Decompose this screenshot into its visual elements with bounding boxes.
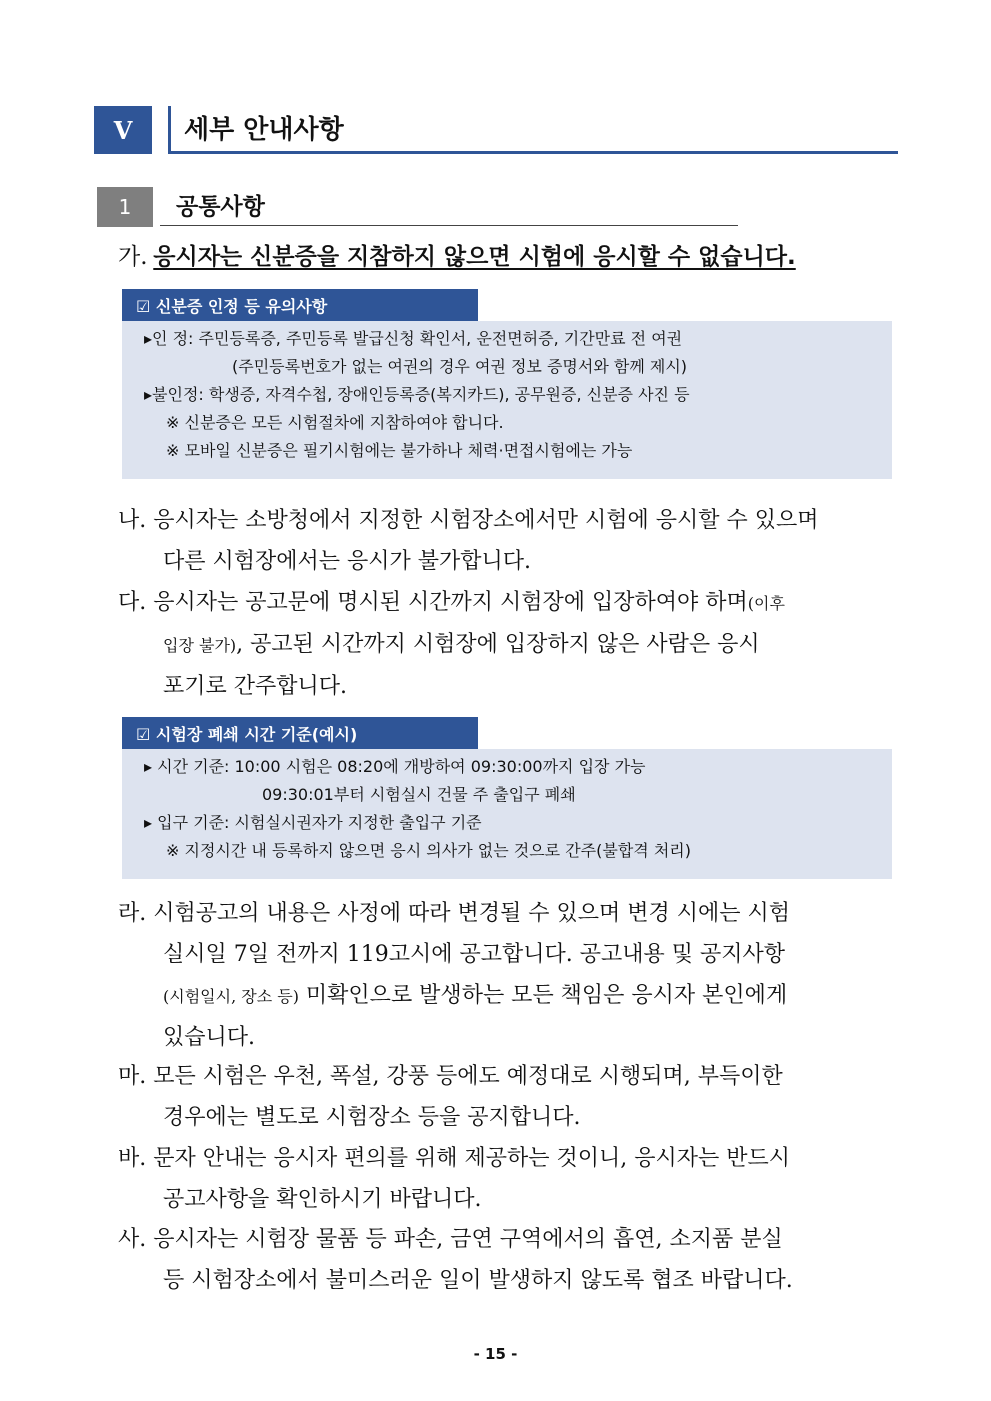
item-ba	[118, 1138, 898, 1220]
item-text-small: (이후	[747, 594, 785, 613]
item-da	[118, 582, 898, 707]
chapter-divider	[168, 106, 171, 154]
item-text-cont: 실시일 7일 전까지 119고시에 공고합니다. 공고내용 및 공지사항	[163, 942, 785, 967]
item-text-cont: 등 시험장소에서 불미스러운 일이 발생하지 않도록 협조 바랍니다.	[163, 1268, 793, 1293]
chapter-title: 세부 안내사항	[184, 115, 344, 145]
item-text: 응시자는 공고문에 명시된 시간까지 시험장에 입장하여야 하며	[153, 590, 748, 615]
item-text: 미확인으로 발생하는 모든 책임은 응시자 본인에게	[298, 983, 788, 1008]
item-label: 다.	[118, 590, 147, 615]
box-line: ▸인 정: 주민등록증, 주민등록 발급신청 확인서, 운전면허증, 기간만료 전 여권	[144, 329, 683, 348]
section-underline	[160, 225, 738, 226]
item-label: 라.	[118, 901, 147, 926]
item-text-small: 입장 불가)	[163, 636, 237, 655]
box-line: ▸불인정: 학생증, 자격수첩, 장애인등록증(복지카드), 공무원증, 신분증 사진 등	[144, 385, 690, 404]
item-text: 응시자는 신분증을 지참하지 않으면 시험에 응시할 수 없습니다.	[153, 244, 796, 270]
item-text: 모든 시험은 우천, 폭설, 강풍 등에도 예정대로 시행되며, 부득이한	[153, 1064, 783, 1089]
item-text-cont: 공고사항을 확인하시기 바랍니다.	[163, 1187, 482, 1212]
item-label: 사.	[118, 1227, 147, 1252]
item-label: 마.	[118, 1064, 147, 1089]
item-sa	[118, 1219, 898, 1301]
page-number: - 15 -	[473, 1345, 518, 1363]
box-line: ※ 지정시간 내 등록하지 않으면 응시 의사가 없는 것으로 간주(불합격 처리)	[166, 841, 691, 860]
chapter-underline	[168, 151, 898, 154]
item-text-cont: 포기로 간주합니다.	[163, 674, 348, 699]
box-line: ▸ 입구 기준: 시험실시권자가 지정한 출입구 기준	[144, 813, 482, 832]
item-text-cont: 다른 시험장에서는 응시가 불가합니다.	[163, 549, 532, 574]
box-line: ※ 모바일 신분증은 필기시험에는 불가하나 체력·면접시험에는 가능	[166, 441, 633, 460]
item-ga	[118, 238, 898, 276]
item-text: 시험공고의 내용은 사정에 따라 변경될 수 있으며 변경 시에는 시험	[153, 901, 790, 926]
item-text: 문자 안내는 응시자 편의를 위해 제공하는 것이니, 응시자는 반드시	[153, 1146, 790, 1171]
item-text-cont: 있습니다.	[163, 1025, 256, 1050]
item-na	[118, 500, 898, 582]
closing-time-box-title: ☑ 시험장 폐쇄 시간 기준(예시)	[122, 717, 478, 749]
box-line: ▸ 시간 기준: 10:00 시험은 08:20에 개방하여 09:30:00까지 입장 가능	[144, 757, 646, 776]
item-text: 응시자는 소방청에서 지정한 시험장소에서만 시험에 응시할 수 있으며	[153, 508, 819, 533]
item-ra	[118, 893, 898, 1058]
item-label: 나.	[118, 508, 147, 533]
item-label: 가.	[118, 244, 148, 270]
section-title: 공통사항	[176, 194, 265, 220]
section-number-badge: 1	[97, 187, 153, 227]
item-text: , 공고된 시간까지 시험장에 입장하지 않은 사람은 응시	[236, 632, 760, 657]
id-notice-box-title: ☑ 신분증 인정 등 유의사항	[122, 289, 478, 321]
id-notice-box-body	[122, 321, 892, 479]
item-text: 응시자는 시험장 물품 등 파손, 금연 구역에서의 흡연, 소지품 분실	[153, 1227, 783, 1252]
box-line: 09:30:01부터 시험실시 건물 주 출입구 폐쇄	[262, 785, 576, 804]
box-line: (주민등록번호가 없는 여권의 경우 여권 정보 증명서와 함께 제시)	[232, 357, 688, 376]
box-line: ※ 신분증은 모든 시험절차에 지참하여야 합니다.	[166, 413, 504, 432]
item-text-cont: 경우에는 별도로 시험장소 등을 공지합니다.	[163, 1105, 581, 1130]
item-label: 바.	[118, 1146, 147, 1171]
chapter-number-badge: V	[94, 106, 152, 154]
item-text-small: (시험일시, 장소 등)	[163, 987, 299, 1006]
closing-time-box-body	[122, 749, 892, 879]
item-ma	[118, 1056, 898, 1138]
